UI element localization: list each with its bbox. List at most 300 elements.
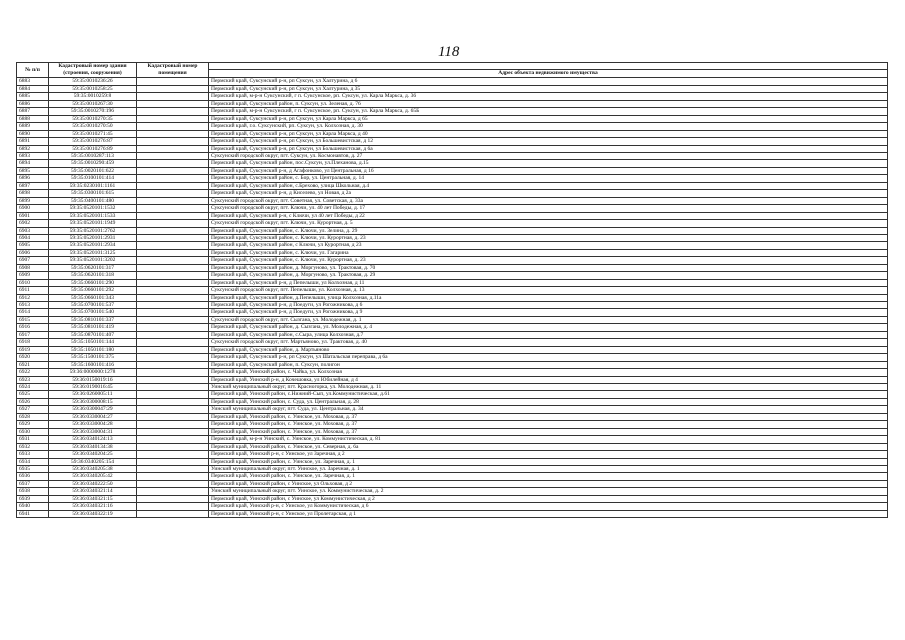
property-address: Суксунский городской округ, пгт. Советная, ул. Советская, д. 33а (209, 197, 888, 204)
premises-cadastral-number (137, 138, 209, 145)
row-number: 6938 (17, 488, 49, 495)
row-number: 6906 (17, 249, 49, 256)
building-cadastral-number: 59:36:0340321:14 (49, 488, 137, 495)
premises-cadastral-number (137, 421, 209, 428)
property-address: Уинский муниципальный округ, пгт. Суда, ул. Центральная, д. 34 (209, 406, 888, 413)
building-cadastral-number: 59:35:0300101:615 (49, 190, 137, 197)
row-number: 6934 (17, 458, 49, 465)
row-number: 6896 (17, 175, 49, 182)
table-row (17, 257, 888, 264)
table-row (17, 458, 888, 465)
property-address: Пермский край, Суксунский р-н, д Поедуги, ул Рогожникова, д 9 (209, 309, 888, 316)
property-address: Пермский край, Суксунский р-н, рп Суксун, ул Карла Маркса, д 65 (209, 115, 888, 122)
premises-cadastral-number (137, 451, 209, 458)
table-row (17, 93, 888, 100)
premises-cadastral-number (137, 346, 209, 353)
row-number: 6913 (17, 302, 49, 309)
row-number: 6924 (17, 384, 49, 391)
table-row (17, 182, 888, 189)
row-number: 6884 (17, 85, 49, 92)
row-number: 6897 (17, 182, 49, 189)
row-number: 6919 (17, 346, 49, 353)
property-address: Пермский край, Уинский район, с. Уинское, ул. Моховая, д. 37 (209, 421, 888, 428)
table-row (17, 391, 888, 398)
building-cadastral-number: 59:35:0520101:2762 (49, 227, 137, 234)
premises-cadastral-number (137, 428, 209, 435)
premises-cadastral-number (137, 473, 209, 480)
premises-cadastral-number (137, 182, 209, 189)
premises-cadastral-number (137, 220, 209, 227)
property-address: Пермский край, Суксунский район, с.Брехово, улица Школьная, д.4 (209, 182, 888, 189)
row-number: 6888 (17, 115, 49, 122)
property-address: Суксунский городской округ, пгт. Пепелыши, ул. Колхозная, д. 13 (209, 287, 888, 294)
row-number: 6935 (17, 466, 49, 473)
row-number: 6928 (17, 413, 49, 420)
premises-cadastral-number (137, 152, 209, 159)
building-cadastral-number: 59:35:0660101:343 (49, 294, 137, 301)
building-cadastral-number: 59:35:0010236:26 (49, 78, 137, 85)
table-row (17, 436, 888, 443)
building-cadastral-number: 59:35:0010258:25 (49, 85, 137, 92)
building-cadastral-number: 59:35:0100101:414 (49, 175, 137, 182)
property-address: Пермский край, Суксунский район, д. Моргуново, ул. Трактовая, д. 70 (209, 264, 888, 271)
property-address: Пермский край, Суксунский район, п. Суксун, полигон (209, 361, 888, 368)
header-address: Адрес объекта недвижимого имущества (209, 70, 888, 78)
building-cadastral-number: 59:36:0340321:15 (49, 495, 137, 502)
row-number: 6891 (17, 138, 49, 145)
building-cadastral-number: 59:35:0520101:2934 (49, 242, 137, 249)
row-number: 6885 (17, 93, 49, 100)
row-number: 6937 (17, 480, 49, 487)
property-address: Пермский край, м-р-н Суксунский, г п. Суксунское, рп. Суксун, ул. Карла Маркса, д. 65Б (209, 108, 888, 115)
row-number: 6918 (17, 339, 49, 346)
header-spacer (209, 63, 888, 70)
premises-cadastral-number (137, 160, 209, 167)
row-number: 6908 (17, 264, 49, 271)
row-number: 6900 (17, 205, 49, 212)
table-row (17, 488, 888, 495)
property-address: Пермский край, Суксунский район, д. Сызгана, ул. Молодежная, д. 4 (209, 324, 888, 331)
building-cadastral-number: 59:35:0010270:196 (49, 108, 137, 115)
building-cadastral-number: 59:36:0000000:1278 (49, 369, 137, 376)
building-cadastral-number: 59:35:0520101:1949 (49, 220, 137, 227)
table-row (17, 316, 888, 323)
row-number: 6929 (17, 421, 49, 428)
row-number: 6921 (17, 361, 49, 368)
property-registry-table (16, 62, 888, 518)
row-number: 6893 (17, 152, 49, 159)
building-cadastral-number: 59:35:1600101:416 (49, 361, 137, 368)
building-cadastral-number: 59:35:0010271:45 (49, 130, 137, 137)
premises-cadastral-number (137, 205, 209, 212)
building-cadastral-number: 59:35:0700101:537 (49, 302, 137, 309)
property-address: Пермский край, Уинский район, с. Чайка, ул. Колхозная (209, 369, 888, 376)
building-cadastral-number: 59:35:0010270:35 (49, 115, 137, 122)
table-row (17, 190, 888, 197)
building-cadastral-number: 59:36:0340134:38 (49, 443, 137, 450)
building-cadastral-number: 59:35:0700101:540 (49, 309, 137, 316)
table-row (17, 220, 888, 227)
table-row (17, 212, 888, 219)
property-address: Пермский край, Уинский р-н, с Уинское, ул Пролетарская, д 1 (209, 510, 888, 517)
row-number: 6923 (17, 376, 49, 383)
row-number: 6927 (17, 406, 49, 413)
row-number: 6911 (17, 287, 49, 294)
table-row (17, 466, 888, 473)
table-row (17, 302, 888, 309)
building-cadastral-number: 59:35:0400101:480 (49, 197, 137, 204)
property-address: Пермский край, Уинский район, с. Уинское, ул. Моховая, д. 37 (209, 413, 888, 420)
premises-cadastral-number (137, 108, 209, 115)
row-number: 6914 (17, 309, 49, 316)
row-number: 6936 (17, 473, 49, 480)
building-cadastral-number: 59:35:0620101:318 (49, 272, 137, 279)
building-cadastral-number: 59:35:0520101:2931 (49, 234, 137, 241)
row-number: 6932 (17, 443, 49, 450)
premises-cadastral-number (137, 130, 209, 137)
property-address: Уинский муниципальный округ, пгт. Уинское, ул. Коммунистическая, д. 2 (209, 488, 888, 495)
table-row (17, 503, 888, 510)
premises-cadastral-number (137, 316, 209, 323)
property-address: Пермский край, Суксунский район, д. Мартьяново (209, 346, 888, 353)
property-address: Пермский край, Суксунский р-н, д Киселево, ул Новая, д 2а (209, 190, 888, 197)
row-number: 6920 (17, 354, 49, 361)
property-address: Суксунский городской округ, пгт. Ключи, ул. Курортная, д. 5 (209, 220, 888, 227)
premises-cadastral-number (137, 115, 209, 122)
row-number: 6887 (17, 108, 49, 115)
premises-cadastral-number (137, 227, 209, 234)
premises-cadastral-number (137, 376, 209, 383)
premises-cadastral-number (137, 488, 209, 495)
building-cadastral-number: 59:36:0330004:28 (49, 421, 137, 428)
table-row (17, 510, 888, 517)
building-cadastral-number: 59:36:0260005:11 (49, 391, 137, 398)
premises-cadastral-number (137, 398, 209, 405)
premises-cadastral-number (137, 190, 209, 197)
table-header-row (17, 63, 888, 70)
property-address: Пермский край, Суксунский р-н, д Агафонково, ул Центральная, д 16 (209, 167, 888, 174)
property-address: Пермский край, Суксунский район, п. Суксун, ул. Зеленая, д. 76 (209, 100, 888, 107)
table-row (17, 406, 888, 413)
property-address: Пермский край, Суксунский район, д.Пепелыши, улица Колхозная, д.11а (209, 294, 888, 301)
table-row (17, 175, 888, 182)
property-address: Суксунский городской округ, пгт. Ключи, ул. 40 лет Победы, д. 17 (209, 205, 888, 212)
table-row (17, 145, 888, 152)
building-cadastral-number: 59:36:0340205:154 (49, 458, 137, 465)
row-number: 6907 (17, 257, 49, 264)
row-number: 6902 (17, 220, 49, 227)
table-row (17, 294, 888, 301)
row-number: 6892 (17, 145, 49, 152)
property-address: Пермский край, Суксунский район, с. Бор, ул. Центральная, д. 14 (209, 175, 888, 182)
building-cadastral-number: 59:36:0330004:31 (49, 428, 137, 435)
property-address: Пермский край, Уинский район, с. Уинское, ул. Заречная, д. 1 (209, 458, 888, 465)
table-row (17, 480, 888, 487)
table-body (17, 78, 888, 518)
table-row (17, 167, 888, 174)
table-row (17, 264, 888, 271)
table-row (17, 339, 888, 346)
property-address: Пермский край, Суксунский р-н, с Ключи, ул 40 лет Победы, д 22 (209, 212, 888, 219)
header-building-cadastral: Кадастровый номер здания (строения, сооружения) (49, 63, 137, 78)
table-row (17, 428, 888, 435)
premises-cadastral-number (137, 331, 209, 338)
property-address: Пермский край, м-р-н Суксунский, г п. Суксунское, рп. Суксун, ул. Карла Маркса, д. 36 (209, 93, 888, 100)
premises-cadastral-number (137, 78, 209, 85)
table-row (17, 205, 888, 212)
building-cadastral-number: 59:35:0010259:8 (49, 93, 137, 100)
building-cadastral-number: 59:35:0010290:459 (49, 160, 137, 167)
building-cadastral-number: 59:36:0330004:27 (49, 413, 137, 420)
premises-cadastral-number (137, 354, 209, 361)
building-cadastral-number: 59:35:0520101:1533 (49, 212, 137, 219)
row-number: 6886 (17, 100, 49, 107)
building-cadastral-number: 59:36:0300047:29 (49, 406, 137, 413)
property-address: Пермский край, Уинский район, с. Уинское, ул. Северная, д. 6а (209, 443, 888, 450)
table-row (17, 227, 888, 234)
property-address: Пермский край, Суксунский район, с.Сыра, улица Колхозная, д.7 (209, 331, 888, 338)
premises-cadastral-number (137, 503, 209, 510)
premises-cadastral-number (137, 100, 209, 107)
property-address: Пермский край, м-р-н Уинский, с. Уинское, ул. Коммунистическая, д. 81 (209, 436, 888, 443)
property-address: Пермский край, Суксунский район, с. Ключи, ул. Курортная, д. 23 (209, 234, 888, 241)
building-cadastral-number: 59:36:0190016:45 (49, 384, 137, 391)
building-cadastral-number: 59:35:0010276:89 (49, 145, 137, 152)
row-number: 6890 (17, 130, 49, 137)
row-number: 6909 (17, 272, 49, 279)
table-row (17, 421, 888, 428)
property-address: Пермский край, Суксунский район, с Ключи, ул Курортная, д 23 (209, 242, 888, 249)
premises-cadastral-number (137, 391, 209, 398)
table-row (17, 287, 888, 294)
table-row (17, 279, 888, 286)
building-cadastral-number: 59:35:0660101:290 (49, 279, 137, 286)
row-number: 6933 (17, 451, 49, 458)
property-address: Пермский край, Уинский район, с Уинское, ул Ольховая, д 2 (209, 480, 888, 487)
premises-cadastral-number (137, 339, 209, 346)
table-row (17, 115, 888, 122)
row-number: 6930 (17, 428, 49, 435)
property-address: Пермский край, Суксунский район, с. Ключи, ул. Курортная, д. 23 (209, 257, 888, 264)
row-number: 6925 (17, 391, 49, 398)
building-cadastral-number: 59:35:0520101:3202 (49, 257, 137, 264)
page-number: 118 (438, 44, 460, 60)
premises-cadastral-number (137, 167, 209, 174)
premises-cadastral-number (137, 242, 209, 249)
row-number: 6905 (17, 242, 49, 249)
property-address: Пермский край, Суксунский р-н, рп Суксун, ул Халтурина, д 6 (209, 78, 888, 85)
premises-cadastral-number (137, 466, 209, 473)
row-number: 6903 (17, 227, 49, 234)
premises-cadastral-number (137, 272, 209, 279)
table-row (17, 100, 888, 107)
row-number: 6901 (17, 212, 49, 219)
premises-cadastral-number (137, 197, 209, 204)
building-cadastral-number: 59:35:0010287:113 (49, 152, 137, 159)
property-address: Пермский край, Суксунский р-н, рп Суксун, ул Шатальская переправа, д 6а (209, 354, 888, 361)
premises-cadastral-number (137, 384, 209, 391)
property-address: Пермский край, Уинский р-н, д Кочешовка, ул Юбилейная, д 4 (209, 376, 888, 383)
row-number: 6910 (17, 279, 49, 286)
premises-cadastral-number (137, 436, 209, 443)
row-number: 6912 (17, 294, 49, 301)
property-address: Уинский муниципальный округ, пгт. Уинское, ул. Заречная, д. 1 (209, 466, 888, 473)
row-number: 6889 (17, 123, 49, 130)
table-row (17, 249, 888, 256)
building-cadastral-number: 59:36:0340205:42 (49, 473, 137, 480)
table-row (17, 346, 888, 353)
building-cadastral-number: 59:36:0340204:25 (49, 451, 137, 458)
row-number: 6899 (17, 197, 49, 204)
property-address: Суксунский городской округ, пгт. Сызгана, ул. Молодежная, д. 1 (209, 316, 888, 323)
building-cadastral-number: 59:35:1500101:375 (49, 354, 137, 361)
table-row (17, 451, 888, 458)
premises-cadastral-number (137, 93, 209, 100)
table-row (17, 272, 888, 279)
premises-cadastral-number (137, 369, 209, 376)
table-row (17, 398, 888, 405)
property-address: Уинский муниципальный округ, пгт. Красногорка, ул. Молодежная, д. 11 (209, 384, 888, 391)
property-address: Пермский край, Уинский р-н, с Уинское, ул Заречная, д 2 (209, 451, 888, 458)
row-number: 6894 (17, 160, 49, 167)
header-premises-cadastral: Кадастровый номер помещения (137, 63, 209, 78)
row-number: 6898 (17, 190, 49, 197)
table-row (17, 85, 888, 92)
building-cadastral-number: 59:35:0520101:1532 (49, 205, 137, 212)
premises-cadastral-number (137, 287, 209, 294)
building-cadastral-number: 59:36:0340205:38 (49, 466, 137, 473)
row-number: 6931 (17, 436, 49, 443)
property-address: Пермский край, Суксунский р-н, рп Суксун, ул Карла Маркса, д 40 (209, 130, 888, 137)
property-address: Суксунский городской округ, пгт. Мартьяново, ул. Трактовая, д. 40 (209, 339, 888, 346)
table-row (17, 354, 888, 361)
table-row (17, 130, 888, 137)
row-number: 6917 (17, 331, 49, 338)
premises-cadastral-number (137, 85, 209, 92)
property-address: Пермский край, Суксунский район, пос.Суксун, ул.Плеханова, д.15 (209, 160, 888, 167)
table-row (17, 197, 888, 204)
table-row (17, 242, 888, 249)
property-address: Суксунский городской округ, пгт. Суксун, ул. Космонавтов, д. 27 (209, 152, 888, 159)
building-cadastral-number: 59:35:0010270:50 (49, 123, 137, 130)
building-cadastral-number: 59:35:0620101:317 (49, 264, 137, 271)
table-row (17, 384, 888, 391)
table-row (17, 413, 888, 420)
building-cadastral-number: 59:36:0340321:16 (49, 503, 137, 510)
premises-cadastral-number (137, 480, 209, 487)
building-cadastral-number: 59:35:0810101:419 (49, 324, 137, 331)
building-cadastral-number: 59:35:0010276:87 (49, 138, 137, 145)
building-cadastral-number: 59:35:1050101:180 (49, 346, 137, 353)
table-row (17, 495, 888, 502)
header-number: № п/п (17, 63, 49, 78)
property-address: Пермский край, Суксунский район, с. Ключи, ул. Зелина, д. 29 (209, 227, 888, 234)
premises-cadastral-number (137, 294, 209, 301)
row-number: 6895 (17, 167, 49, 174)
property-address: Пермский край, Суксунский р-н, рп Суксун, ул Халтурина, д 35 (209, 85, 888, 92)
table-row (17, 361, 888, 368)
table-row (17, 369, 888, 376)
premises-cadastral-number (137, 145, 209, 152)
premises-cadastral-number (137, 324, 209, 331)
property-address: Пермский край, Суксунский район, с. Ключи, ул. Гагарина (209, 249, 888, 256)
property-address: Пермский край, Уинский район, с. Суда, ул. Центральная, д. 28 (209, 398, 888, 405)
table-row (17, 78, 888, 85)
premises-cadastral-number (137, 123, 209, 130)
property-address: Пермский край, Суксунский р-н, д Поедуги, ул Рогожникова, д 6 (209, 302, 888, 309)
property-address: Пермский край, Суксунский район, д. Моргуново, ул. Трактовая, д. 29 (209, 272, 888, 279)
premises-cadastral-number (137, 458, 209, 465)
table-row (17, 160, 888, 167)
table-row (17, 331, 888, 338)
premises-cadastral-number (137, 443, 209, 450)
premises-cadastral-number (137, 257, 209, 264)
table-row (17, 234, 888, 241)
row-number: 6940 (17, 503, 49, 510)
premises-cadastral-number (137, 510, 209, 517)
row-number: 6883 (17, 78, 49, 85)
premises-cadastral-number (137, 413, 209, 420)
property-address: Пермский край, г.о. Суксунский, рп. Суксун, ул. Колхозная, д. 30 (209, 123, 888, 130)
building-cadastral-number: 59:35:0020101:622 (49, 167, 137, 174)
property-address: Пермский край, Суксунский р-н, д Пепелыши, ул Колхозная, д 11 (209, 279, 888, 286)
building-cadastral-number: 59:35:0660101:292 (49, 287, 137, 294)
table-row (17, 376, 888, 383)
building-cadastral-number: 59:35:0230101:1161 (49, 182, 137, 189)
building-cadastral-number: 59:36:0340322:19 (49, 510, 137, 517)
row-number: 6941 (17, 510, 49, 517)
table-row (17, 324, 888, 331)
premises-cadastral-number (137, 495, 209, 502)
building-cadastral-number: 59:35:0870101:407 (49, 331, 137, 338)
property-address: Пермский край, Уинский район, с Уинское, ул Коммунистическая, д 2 (209, 495, 888, 502)
premises-cadastral-number (137, 406, 209, 413)
building-cadastral-number: 59:35:0520101:3125 (49, 249, 137, 256)
row-number: 6922 (17, 369, 49, 376)
property-address: Пермский край, Уинский район, с.Нижний-Сып, ул.Коммунистическая, д.61 (209, 391, 888, 398)
building-cadastral-number: 59:36:0150019:16 (49, 376, 137, 383)
row-number: 6926 (17, 398, 49, 405)
table-row (17, 443, 888, 450)
building-cadastral-number: 59:36:0340222:50 (49, 480, 137, 487)
premises-cadastral-number (137, 212, 209, 219)
table-row (17, 309, 888, 316)
building-cadastral-number: 59:35:0810101:337 (49, 316, 137, 323)
property-address: Пермский край, Уинский район, с. Уинское, ул. Заречная, д. 1 (209, 473, 888, 480)
premises-cadastral-number (137, 361, 209, 368)
property-address: Пермский край, Уинский район, с. Уинское, ул. Моховая, д. 37 (209, 428, 888, 435)
premises-cadastral-number (137, 234, 209, 241)
premises-cadastral-number (137, 279, 209, 286)
table-row (17, 152, 888, 159)
premises-cadastral-number (137, 249, 209, 256)
row-number: 6939 (17, 495, 49, 502)
premises-cadastral-number (137, 264, 209, 271)
building-cadastral-number: 59:35:0010267:30 (49, 100, 137, 107)
building-cadastral-number: 59:36:0300008:15 (49, 398, 137, 405)
premises-cadastral-number (137, 309, 209, 316)
property-address: Пермский край, Суксунский р-н, рп Суксун, ул Большевистская, д 6а (209, 145, 888, 152)
row-number: 6916 (17, 324, 49, 331)
row-number: 6904 (17, 234, 49, 241)
table-row (17, 123, 888, 130)
row-number: 6915 (17, 316, 49, 323)
premises-cadastral-number (137, 175, 209, 182)
property-address: Пермский край, Суксунский р-н, рп Суксун, ул Большевистская, д 12 (209, 138, 888, 145)
table-row (17, 108, 888, 115)
table-row (17, 138, 888, 145)
property-address: Пермский край, Уинский р-н, с Уинское, ул Коммунистическая, д 6 (209, 503, 888, 510)
